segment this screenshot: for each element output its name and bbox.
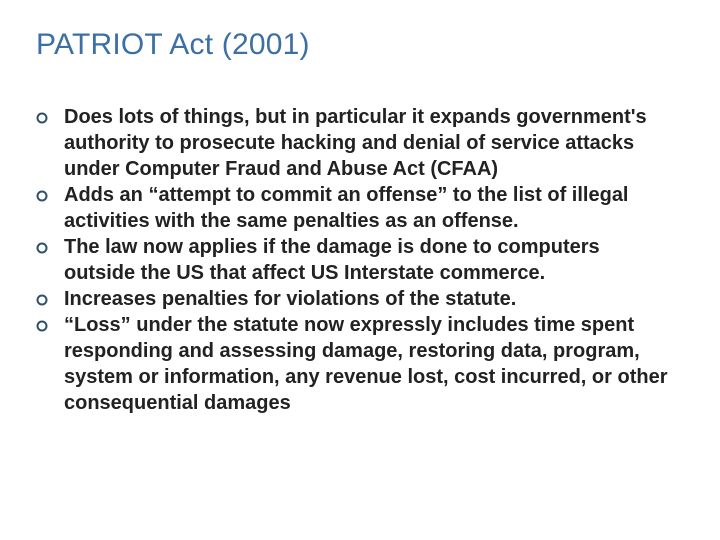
circle-bullet-icon [36,242,48,254]
bullet-item [36,234,676,286]
circle-bullet-icon [36,320,48,332]
bullet-text: Does lots of things, but in particular it expands government's authority to prosecute hacking and denial of service attacks under Computer Fraud and Abuse Act (CFAA) [64,106,647,180]
bullet-text: The law now applies if the damage is done to computers outside the US that affect US Interstate commerce. [64,236,600,284]
bullet-text: Increases penalties for violations of the statute. [64,288,517,310]
bullet-text: “Loss” under the statute now expressly includes time spent responding and assessing damage, restoring data, program, system or information, any revenue lost, cost incurred, or other consequential damages [64,314,668,414]
bullet-item [36,286,676,312]
circle-bullet-icon [36,294,48,306]
bullet-item [36,182,676,234]
circle-bullet-icon [36,190,48,202]
circle-bullet-icon [36,112,48,124]
bullet-item [36,104,676,182]
bullet-text: Adds an “attempt to commit an offense” to the list of illegal activities with the same penalties as an offense. [64,184,629,232]
slide-title: PATRIOT Act (2001) [36,28,310,61]
bullet-item [36,312,676,416]
bullet-list [36,104,676,416]
